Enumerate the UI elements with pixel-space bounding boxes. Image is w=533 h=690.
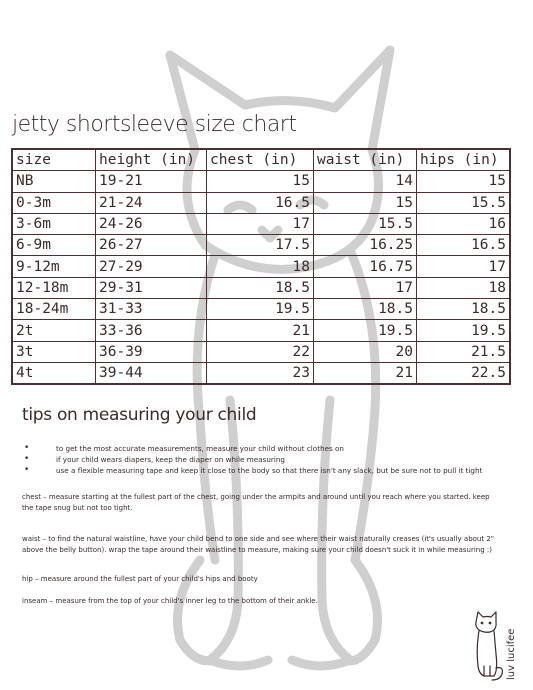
- table-cell: 6-9m: [12, 235, 96, 256]
- table-cell: 19.5: [207, 299, 314, 320]
- table-cell: 17: [417, 256, 511, 277]
- column-header-chest: chest (in): [207, 149, 314, 171]
- brand-logo-text: luv lucifee: [506, 628, 517, 680]
- table-cell: 18.5: [314, 299, 417, 320]
- table-row: [12, 256, 510, 277]
- table-cell: 26-27: [96, 235, 207, 256]
- list-item: • to get the most accurate measurements, measure your child without clothes on: [24, 443, 344, 453]
- bullet-icon: •: [24, 454, 30, 464]
- table-cell: 4t: [12, 362, 96, 384]
- table-cell: 21.5: [417, 341, 511, 362]
- table-cell: 24-26: [96, 213, 207, 234]
- column-header-size: size: [12, 149, 96, 171]
- table-cell: 16.75: [314, 256, 417, 277]
- table-cell: 19.5: [417, 320, 511, 341]
- inseam-instructions: inseam – measure from the top of your child's inner leg to the bottom of their ankle.: [22, 597, 318, 605]
- tips-heading: tips on measuring your child: [22, 405, 257, 425]
- table-cell: 17: [207, 213, 314, 234]
- table-cell: 3t: [12, 341, 96, 362]
- table-cell: 15.5: [417, 192, 511, 213]
- table-cell: 21: [314, 362, 417, 384]
- table-cell: 18: [417, 277, 511, 298]
- table-cell: 15.5: [314, 213, 417, 234]
- table-cell: 16: [417, 213, 511, 234]
- table-cell: 18: [207, 256, 314, 277]
- column-header-hips: hips (in): [417, 149, 511, 171]
- bullet-icon: •: [24, 443, 30, 453]
- chest-instructions: chest – measure starting at the fullest part of the chest, going under the armpits and around until you reach where you started. keep the tape snug but not too tight.: [22, 493, 490, 512]
- table-cell: 18.5: [207, 277, 314, 298]
- table-row: [12, 192, 510, 213]
- table-cell: 17: [314, 277, 417, 298]
- list-item: • use a flexible measuring tape and keep it close to the body so that there isn't any slack, but be sure not to pull it tight: [24, 465, 483, 475]
- table-cell: 33-36: [96, 320, 207, 341]
- table-row: [12, 171, 510, 192]
- table-cell: 21-24: [96, 192, 207, 213]
- table-cell: 19.5: [314, 320, 417, 341]
- table-cell: 2t: [12, 320, 96, 341]
- table-cell: 31-33: [96, 299, 207, 320]
- table-cell: 19-21: [96, 171, 207, 192]
- column-header-waist: waist (in): [314, 149, 417, 171]
- size-chart-table: [11, 148, 511, 385]
- table-cell: 16.25: [314, 235, 417, 256]
- table-cell: 18.5: [417, 299, 511, 320]
- table-cell: 27-29: [96, 256, 207, 277]
- table-row: [12, 341, 510, 362]
- waist-instructions: waist – to find the natural waistline, have your child bend to one side and see where their waist naturally creases (it's usually about 2" above the belly button). wrap the tape around their waistline to measure, making sure your child doesn't suck it in while measuring :): [22, 535, 495, 554]
- table-cell: 29-31: [96, 277, 207, 298]
- table-row: [12, 299, 510, 320]
- table-cell: 3-6m: [12, 213, 96, 234]
- hip-instructions: hip – measure around the fullest part of your child's hips and booty: [22, 575, 258, 583]
- table-cell: 16.5: [207, 192, 314, 213]
- table-cell: 21: [207, 320, 314, 341]
- table-row: [12, 320, 510, 341]
- table-cell: 15: [314, 192, 417, 213]
- table-cell: 20: [314, 341, 417, 362]
- cat-logo-icon: [468, 608, 528, 686]
- table-cell: 18-24m: [12, 299, 96, 320]
- table-cell: 9-12m: [12, 256, 96, 277]
- table-row: [12, 362, 510, 384]
- column-header-height: height (in): [96, 149, 207, 171]
- table-header-row: [12, 149, 510, 171]
- table-cell: 22: [207, 341, 314, 362]
- table-cell: 0-3m: [12, 192, 96, 213]
- table-cell: 23: [207, 362, 314, 384]
- table-cell: 22.5: [417, 362, 511, 384]
- table-cell: 15: [417, 171, 511, 192]
- table-cell: 39-44: [96, 362, 207, 384]
- bullet-icon: •: [24, 465, 30, 475]
- tips-bullet-list: [22, 443, 516, 476]
- table-cell: NB: [12, 171, 96, 192]
- table-row: [12, 235, 510, 256]
- table-cell: 15: [207, 171, 314, 192]
- table-cell: 16.5: [417, 235, 511, 256]
- table-row: [12, 277, 510, 298]
- table-row: [12, 213, 510, 234]
- table-cell: 14: [314, 171, 417, 192]
- table-cell: 12-18m: [12, 277, 96, 298]
- list-item: • if your child wears diapers, keep the diaper on while measuring: [24, 454, 285, 464]
- chart-title: jetty shortsleeve size chart: [12, 112, 297, 137]
- table-cell: 36-39: [96, 341, 207, 362]
- table-cell: 17.5: [207, 235, 314, 256]
